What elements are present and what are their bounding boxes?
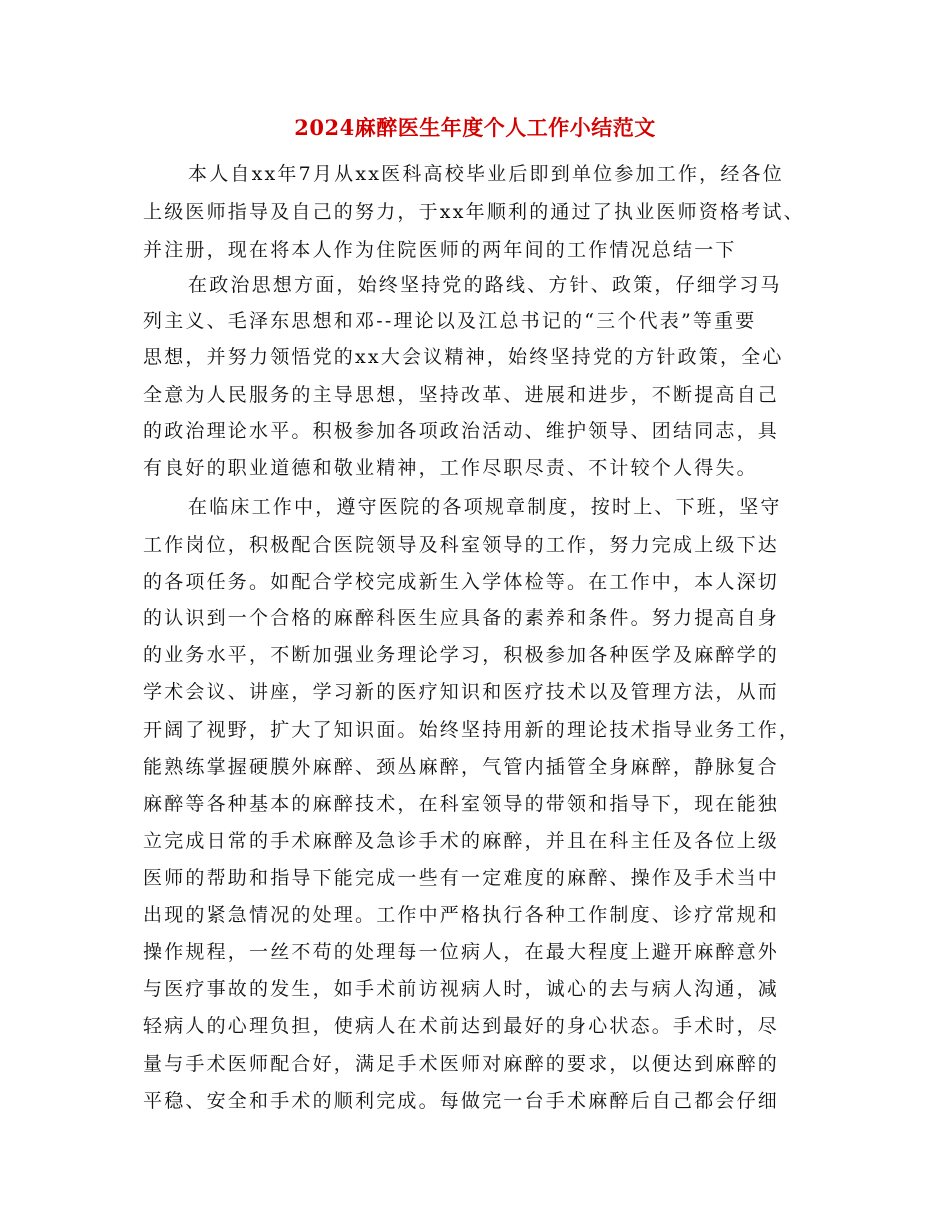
text-line: 的政治理论水平。积极参加各项政治活动、维护领导、团结同志，具 — [143, 420, 780, 442]
text-line: 并注册，现在将本人作为住院医师的两年间的工作情况总结一下 — [143, 239, 737, 261]
text-line: 操作规程，一丝不苟的处理每一位病人，在最大程度上避开麻醉意外 — [143, 941, 780, 963]
text-line: 上级医师指导及自己的努力，于xx年顺利的通过了执业医师资格考试、 — [143, 201, 805, 223]
text-line: 开阔了视野，扩大了知识面。始终坚持用新的理论技术指导业务工作， — [143, 719, 801, 741]
text-line: 麻醉等各种基本的麻醉技术，在科室领导的带领和指导下，现在能独 — [143, 793, 780, 815]
text-line: 全意为人民服务的主导思想，坚持改革、进展和进步，不断提高自己 — [143, 384, 780, 406]
text-line: 的认识到一个合格的麻醉科医生应具备的素养和条件。努力提高自身 — [143, 607, 780, 629]
text-line: 与医疗事故的发生，如手术前访视病人时，诚心的去与病人沟通，减 — [143, 978, 780, 1000]
text-line: 轻病人的心理负担，使病人在术前达到最好的身心状态。手术时，尽 — [143, 1015, 780, 1037]
text-line: 工作岗位，积极配合医院领导及科室领导的工作，努力完成上级下达 — [143, 534, 780, 556]
document-title: 2024麻醉医生年度个人工作小结范文 — [294, 115, 656, 140]
text-line: 医师的帮助和指导下能完成一些有一定难度的麻醉、操作及手术当中 — [143, 867, 780, 889]
text-line: 量与手术医师配合好，满足手术医师对麻醉的要求，以便达到麻醉的 — [143, 1053, 780, 1075]
text-line: 能熟练掌握硬膜外麻醉、颈丛麻醉，气管内插管全身麻醉，静脉复合 — [143, 756, 780, 778]
text-line: 思想，并努力领悟党的xx大会议精神，始终坚持党的方针政策，全心 — [143, 346, 784, 368]
text-line: 本人自xx年7月从xx医科高校毕业后即到单位参加工作，经各位 — [188, 163, 784, 185]
text-line: 的业务水平，不断加强业务理论学习，积极参加各种医学及麻醉学的 — [143, 644, 780, 666]
text-line: 有良好的职业道德和敬业精神，工作尽职尽责、不计较个人得失。 — [143, 457, 758, 479]
text-line: 立完成日常的手术麻醉及急诊手术的麻醉，并且在科主任及各位上级 — [143, 830, 780, 852]
text-line: 在临床工作中，遵守医院的各项规章制度，按时上、下班，坚守 — [188, 496, 782, 518]
text-line: 平稳、安全和手术的顺利完成。每做完一台手术麻醉后自己都会仔细 — [143, 1090, 780, 1112]
text-line: 的各项任务。如配合学校完成新生入学体检等。在工作中，本人深切 — [143, 571, 780, 593]
text-line: 学术会议、讲座，学习新的医疗知识和医疗技术以及管理方法，从而 — [143, 681, 780, 703]
text-line: 在政治思想方面，始终坚持党的路线、方针、政策，仔细学习马 — [188, 274, 782, 296]
text-line: 列主义、毛泽东思想和邓--理论以及江总书记的“三个代表”等重要 — [143, 310, 757, 332]
text-line: 出现的紧急情况的处理。工作中严格执行各种工作制度、诊疗常规和 — [143, 904, 780, 926]
